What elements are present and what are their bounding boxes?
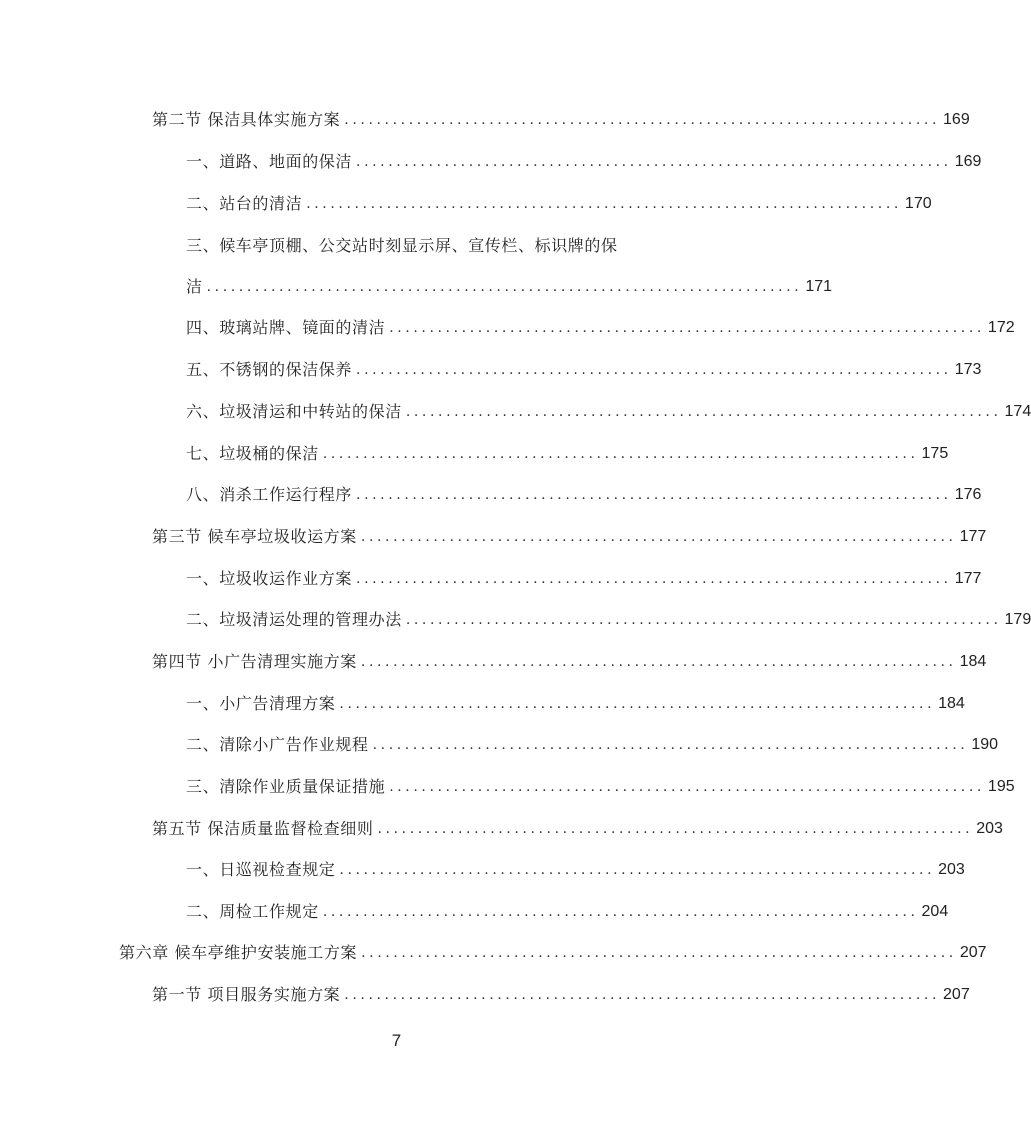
dot-leader: ..........................................................................	[372, 737, 969, 753]
toc-entry-page: 203	[938, 861, 965, 878]
dot-leader: ..........................................................................	[405, 404, 1002, 420]
toc-entry[interactable]	[152, 979, 970, 1005]
toc-entry-page: 173	[954, 361, 982, 378]
toc-entry-page: 177	[959, 528, 987, 545]
toc-entry-title: 二、周检工作规定	[186, 902, 319, 921]
toc-entry-title: 第四节 小广告清理实施方案	[152, 652, 357, 671]
toc-entry-title: 六、垃圾清运和中转站的保洁	[186, 402, 402, 421]
toc-entry-page: 184	[959, 653, 987, 670]
toc-entry-title: 一、日巡视检查规定	[186, 860, 336, 879]
toc-entry-page: 195	[987, 778, 1015, 795]
dot-leader: ..........................................................................	[377, 821, 974, 837]
dot-leader: ..........................................................................	[360, 529, 957, 545]
toc-entry-title: 第五节 保洁质量监督检查细则	[152, 819, 374, 838]
toc-entry-title: 二、垃圾清运处理的管理办法	[186, 610, 402, 629]
toc-entry-title: 二、清除小广告作业规程	[186, 735, 369, 754]
toc-entry[interactable]	[119, 937, 987, 963]
toc-entry-title: 第三节 候车亭垃圾收运方案	[152, 527, 357, 546]
dot-leader: ..........................................................................	[322, 904, 919, 920]
toc-entry-title: 三、候车亭顶棚、公交站时刻显示屏、宣传栏、标识牌的保	[186, 236, 618, 255]
dot-leader: ..........................................................................	[322, 446, 919, 462]
toc-entry[interactable]	[152, 521, 987, 547]
toc-entry[interactable]	[152, 813, 1003, 839]
dot-leader: ..........................................................................	[405, 612, 1002, 628]
toc-entry[interactable]	[152, 104, 970, 130]
toc-entry[interactable]	[152, 646, 987, 672]
dot-leader: ..........................................................................	[360, 654, 957, 670]
toc-entry-title: 第二节 保洁具体实施方案	[152, 110, 341, 129]
toc-entry-title: 第六章 候车亭维护安装施工方案	[119, 943, 358, 962]
dot-leader: ..........................................................................	[361, 945, 957, 961]
dot-leader: ..........................................................................	[356, 154, 952, 170]
toc-entry-title: 一、垃圾收运作业方案	[186, 569, 353, 588]
toc-entry[interactable]	[186, 854, 965, 880]
toc-entry[interactable]	[186, 896, 949, 922]
toc-entry-title: 二、站台的清洁	[186, 194, 303, 213]
toc-entry-page: 177	[954, 570, 982, 587]
toc-entry-wrapped-second-line[interactable]	[186, 271, 833, 297]
toc-entry-title: 五、不锈钢的保洁保养	[186, 360, 353, 379]
toc-entry[interactable]	[186, 729, 999, 755]
dot-leader: ..........................................................................	[389, 320, 985, 336]
toc-entry-title: 三、清除作业质量保证措施	[186, 777, 386, 796]
dot-leader: ..........................................................................	[356, 362, 952, 378]
toc-entry-page: 203	[976, 820, 1003, 837]
toc-entry[interactable]	[186, 563, 982, 589]
toc-entry[interactable]	[186, 479, 982, 505]
toc-entry-title: 一、小广告清理方案	[186, 694, 336, 713]
toc-entry-page: 190	[971, 736, 999, 753]
toc-entry-title: 一、道路、地面的保洁	[186, 152, 353, 171]
toc-entry[interactable]	[186, 146, 982, 172]
toc-entry-page: 169	[954, 153, 982, 170]
dot-leader: ..........................................................................	[206, 279, 803, 295]
dot-leader: ..........................................................................	[356, 571, 952, 587]
toc-entry[interactable]	[186, 354, 982, 380]
toc-entry-page: 174	[1004, 403, 1031, 420]
toc-entry-page: 169	[943, 111, 970, 128]
dot-leader: ..........................................................................	[339, 696, 936, 712]
toc-entry[interactable]	[186, 312, 1015, 338]
toc-entry-title-continued: 洁	[186, 277, 203, 296]
toc-entry[interactable]	[186, 688, 965, 714]
toc-entry[interactable]	[186, 396, 1031, 422]
toc-entry-page: 184	[938, 695, 965, 712]
toc-entry-title: 七、垃圾桶的保洁	[186, 444, 319, 463]
dot-leader: ..........................................................................	[344, 112, 941, 128]
toc-entry-page: 207	[959, 944, 987, 961]
toc-entry[interactable]	[186, 771, 1015, 797]
toc-entry-page: 175	[921, 445, 949, 462]
toc-entry-page: 172	[987, 319, 1015, 336]
toc-entry[interactable]	[186, 604, 1031, 630]
toc-entry-page: 176	[954, 486, 982, 503]
dot-leader: ..........................................................................	[356, 487, 952, 503]
dot-leader: ..........................................................................	[306, 196, 902, 212]
dot-leader: ..........................................................................	[339, 862, 936, 878]
toc-entry-wrapped-first-line[interactable]	[186, 230, 674, 256]
toc-entry[interactable]	[186, 438, 949, 464]
toc-entry-page: 171	[805, 278, 833, 295]
toc-entry-title: 四、玻璃站牌、镜面的清洁	[186, 318, 386, 337]
dot-leader: ..........................................................................	[389, 779, 985, 795]
page-number: 7	[391, 1031, 402, 1050]
toc-entry[interactable]	[186, 188, 932, 214]
toc-entry-title: 第一节 项目服务实施方案	[152, 985, 341, 1004]
toc-entry-page: 204	[921, 903, 949, 920]
toc-entry-page: 179	[1004, 611, 1031, 628]
toc-entry-page: 170	[904, 195, 932, 212]
dot-leader: ..........................................................................	[344, 987, 941, 1003]
toc-entry-page: 207	[943, 986, 970, 1003]
toc-entry-title: 八、消杀工作运行程序	[186, 485, 353, 504]
